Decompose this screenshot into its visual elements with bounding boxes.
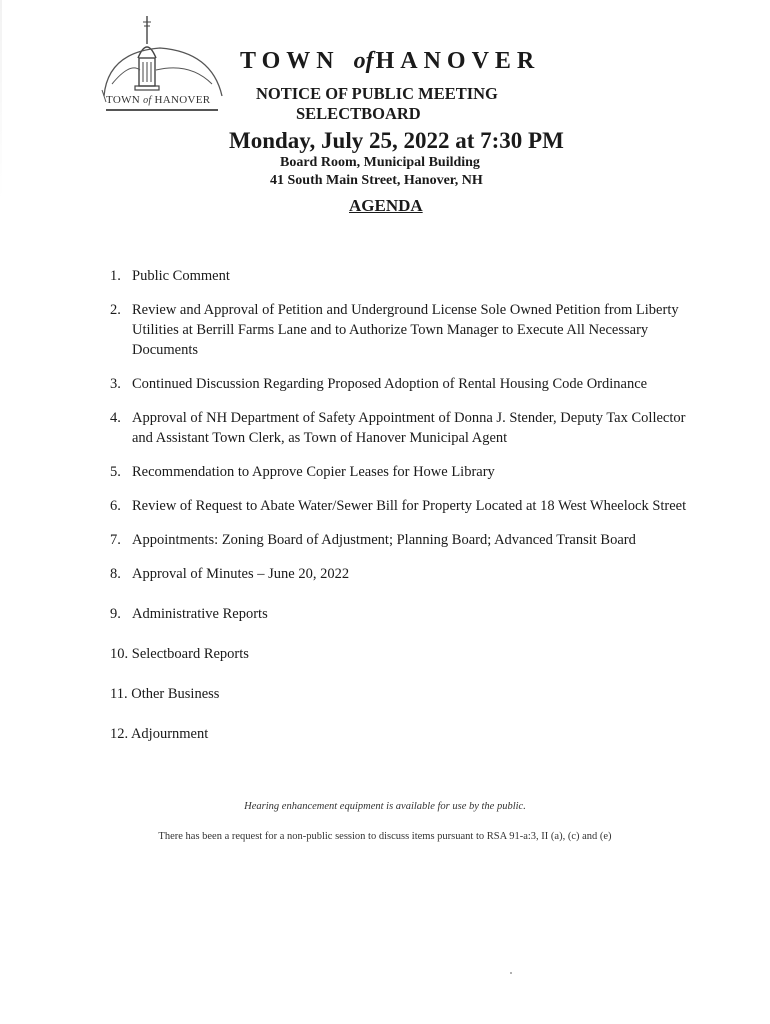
agenda-item bbox=[110, 374, 690, 394]
agenda-item bbox=[110, 408, 690, 448]
agenda-item-text: Administrative Reports bbox=[132, 606, 268, 622]
agenda-item-number: 1. bbox=[110, 268, 121, 284]
agenda-item-text: Review and Approval of Petition and Underground License Sole Owned Petition from Liberty Utilities at Berrill Farms Lane and to Authorize Town Manager to Execute All Necessary Documents bbox=[132, 302, 679, 358]
non-public-session-note: There has been a request for a non-public session to discuss items pursuant to RSA 91-a:3, II (a), (c) and (e) bbox=[158, 831, 612, 842]
logo-name-text: HANOVER bbox=[154, 94, 211, 106]
agenda-item bbox=[110, 266, 690, 286]
agenda-item-number: 8. bbox=[110, 566, 121, 582]
town-word: TOWN bbox=[240, 48, 340, 74]
hearing-equipment-note: Hearing enhancement equipment is available for use by the public. bbox=[244, 801, 526, 812]
agenda-item-number: 9. bbox=[110, 606, 121, 622]
town-title bbox=[240, 48, 540, 75]
logo-underline bbox=[106, 109, 218, 111]
agenda-item-text: Recommendation to Approve Copier Leases for Howe Library bbox=[132, 464, 495, 480]
agenda-item-number: 6. bbox=[110, 498, 121, 514]
agenda-item-text: Approval of NH Department of Safety Appointment of Donna J. Stender, Deputy Tax Collector and Assistant Town Clerk, as Town of Hanover Municipal Agent bbox=[132, 410, 686, 446]
agenda-item-text: Continued Discussion Regarding Proposed Adoption of Rental Housing Code Ordinance bbox=[132, 376, 648, 392]
agenda-item-text: Adjournment bbox=[130, 726, 209, 742]
meeting-date: Monday, July 25, 2022 at 7:30 PM bbox=[229, 128, 564, 153]
hanover-word: HANOVER bbox=[375, 48, 541, 74]
logo-town-text: TOWN bbox=[106, 94, 140, 106]
agenda-item bbox=[110, 300, 690, 360]
agenda-item-text: Selectboard Reports bbox=[131, 646, 249, 662]
agenda-item bbox=[110, 724, 690, 744]
agenda-item-number: 4. bbox=[110, 410, 121, 426]
agenda-item-text: Other Business bbox=[131, 686, 220, 702]
agenda-item bbox=[110, 496, 690, 516]
agenda-item-text: Review of Request to Abate Water/Sewer Bill for Property Located at 18 West Wheelock Street bbox=[132, 498, 687, 514]
meeting-address: 41 South Main Street, Hanover, NH bbox=[270, 173, 483, 188]
agenda-item-number: 7. bbox=[110, 532, 121, 548]
scan-speck bbox=[510, 972, 512, 974]
town-logo bbox=[100, 14, 230, 126]
agenda-item bbox=[110, 530, 690, 550]
logo-caption bbox=[106, 94, 210, 106]
agenda-heading: AGENDA bbox=[349, 196, 423, 215]
board-heading: SELECTBOARD bbox=[296, 104, 421, 123]
agenda-item-number: 2. bbox=[110, 302, 121, 318]
agenda-item bbox=[110, 462, 690, 482]
of-word: of bbox=[353, 48, 374, 74]
agenda-item bbox=[110, 684, 690, 704]
agenda-item-number: 3. bbox=[110, 376, 121, 392]
agenda-item-text: Approval of Minutes – June 20, 2022 bbox=[132, 566, 350, 582]
agenda-item bbox=[110, 564, 690, 584]
agenda-item-text: Appointments: Zoning Board of Adjustment; Planning Board; Advanced Transit Board bbox=[132, 532, 636, 548]
agenda-item-number: 11. bbox=[110, 686, 128, 702]
scan-edge bbox=[0, 0, 2, 200]
agenda-item-number: 5. bbox=[110, 464, 121, 480]
agenda-item-number: 12. bbox=[110, 726, 129, 742]
meeting-room: Board Room, Municipal Building bbox=[280, 155, 480, 170]
logo-of-text: of bbox=[143, 95, 152, 106]
agenda-list bbox=[110, 266, 690, 758]
agenda-item-number: 10. bbox=[110, 646, 129, 662]
agenda-item bbox=[110, 604, 690, 624]
notice-heading: NOTICE OF PUBLIC MEETING bbox=[256, 84, 498, 103]
agenda-item bbox=[110, 644, 690, 664]
agenda-item-text: Public Comment bbox=[132, 268, 230, 284]
